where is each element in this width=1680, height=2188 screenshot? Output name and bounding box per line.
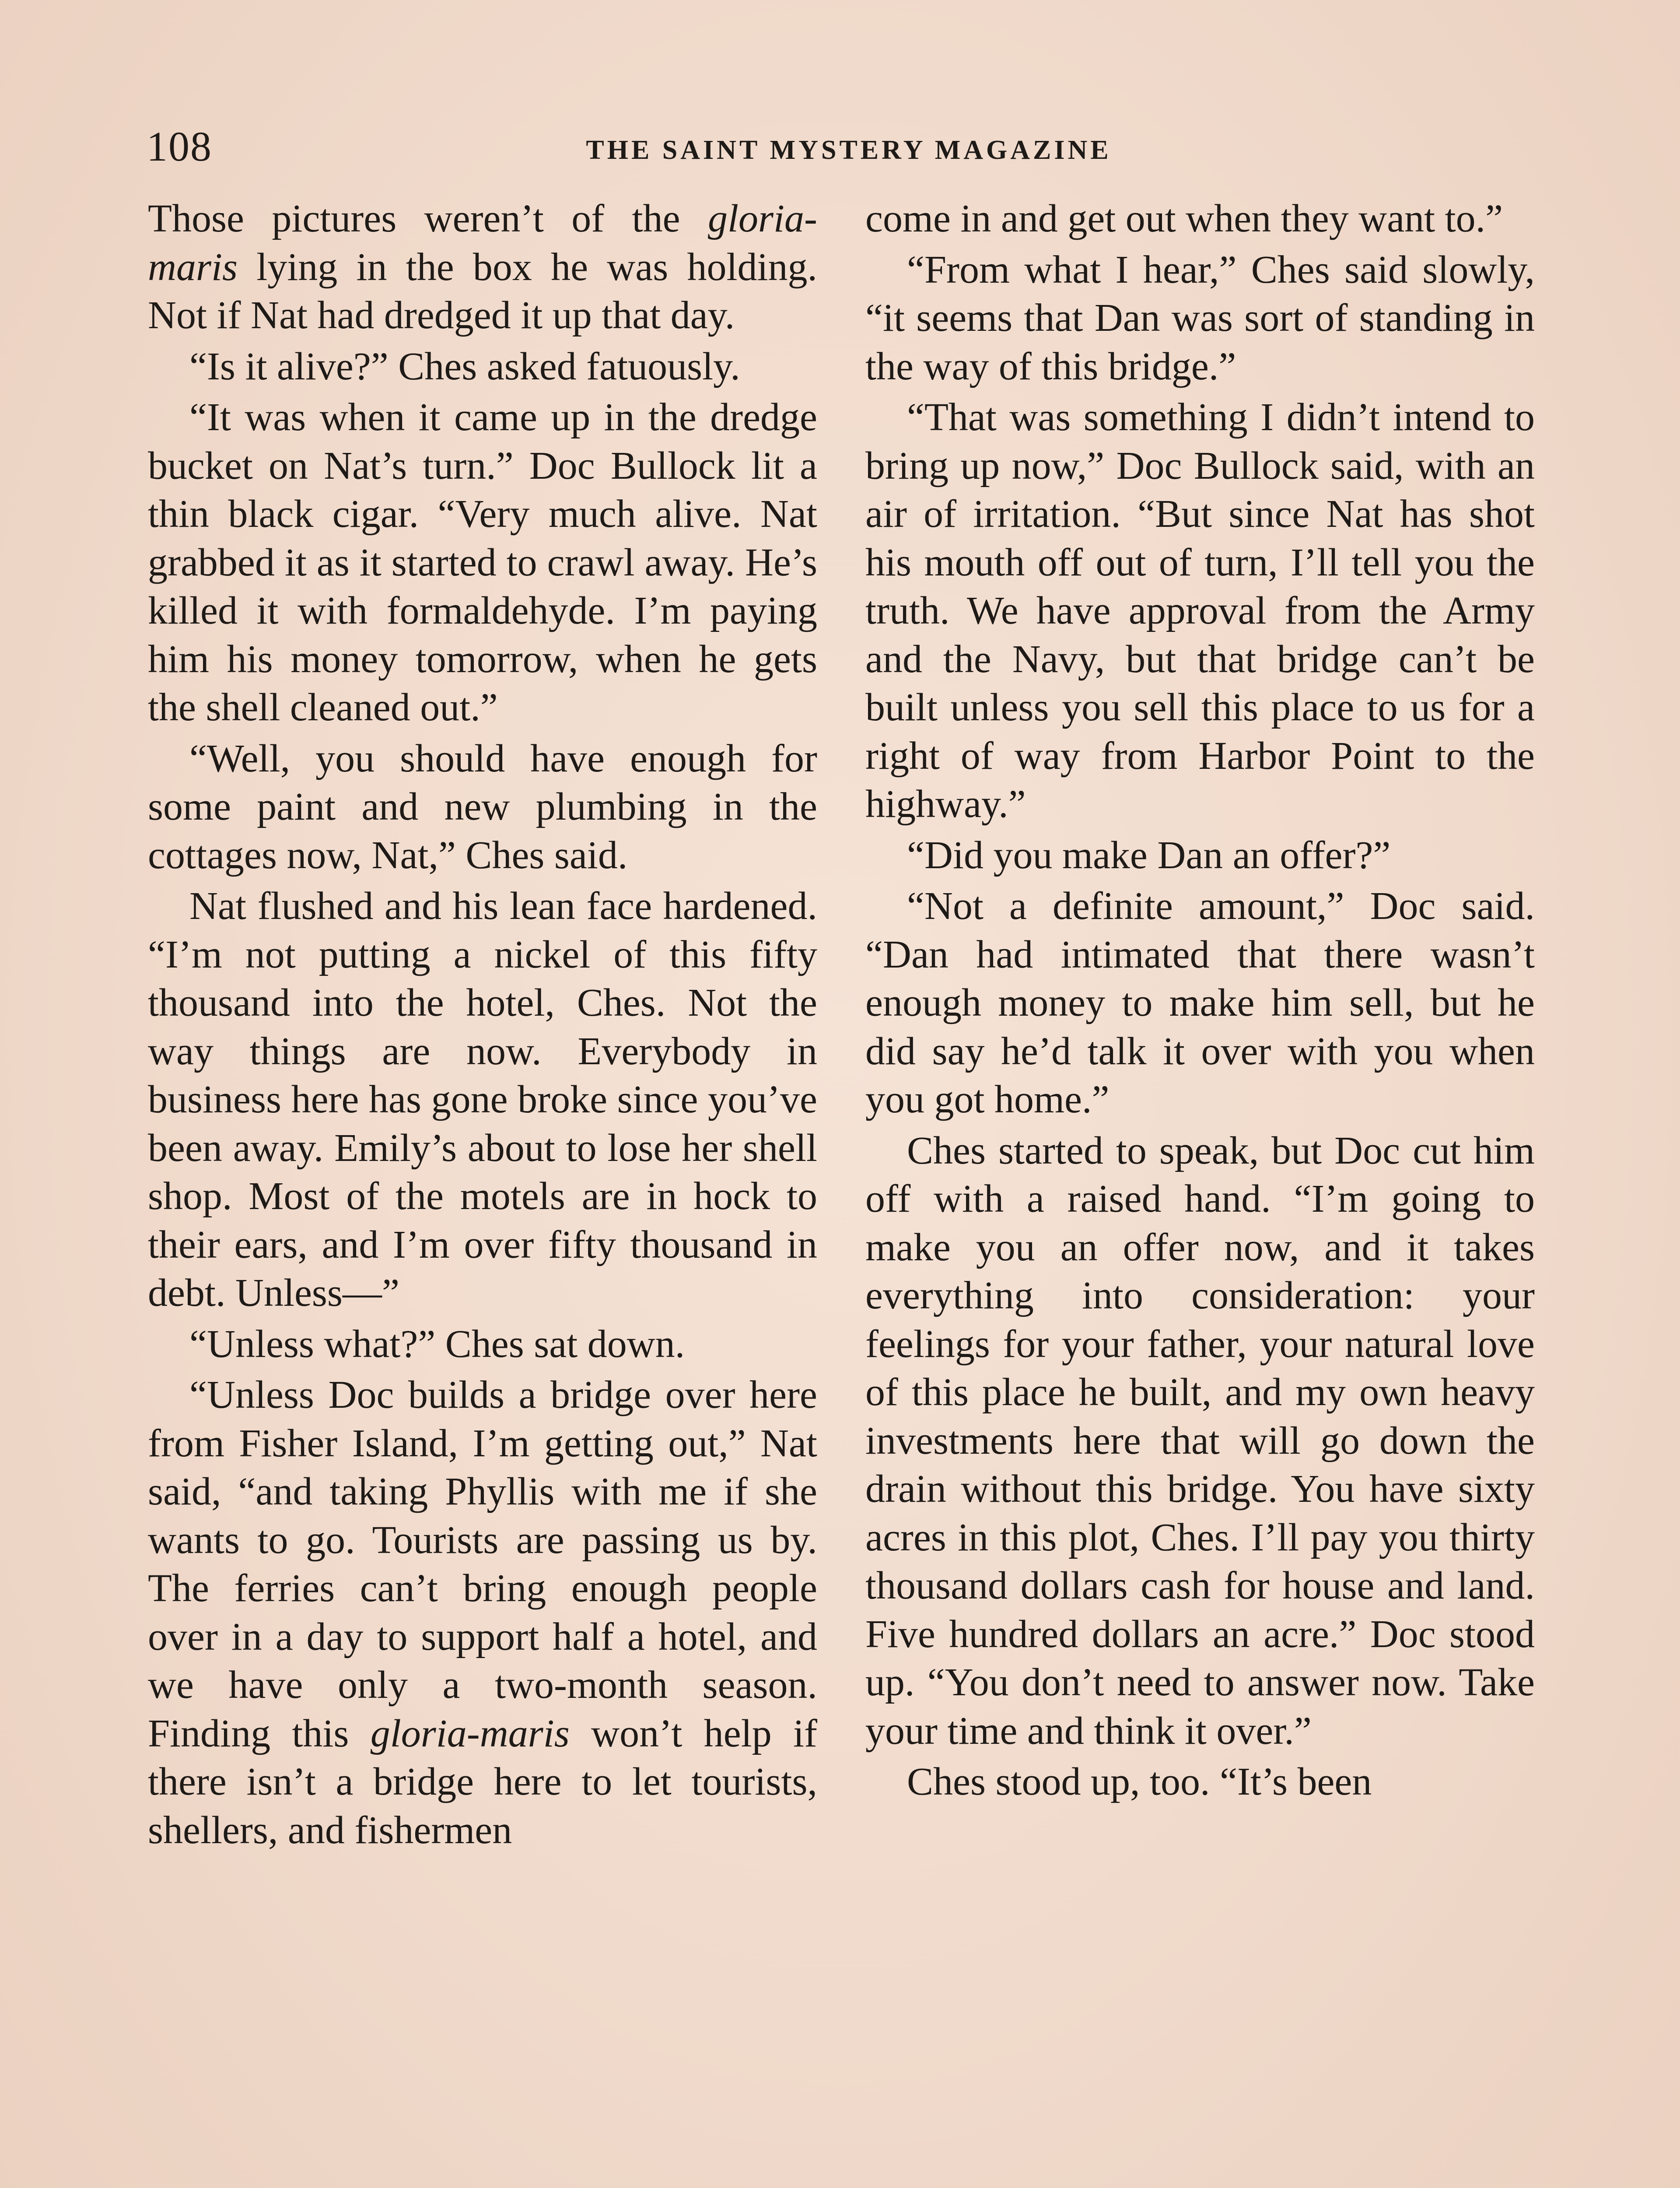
page-number: 108	[147, 123, 212, 170]
paragraph: Those pictures weren’t of the gloria-maris lying in the box he was holding. Not if Nat had dredged it up that day.	[148, 197, 817, 337]
paragraph: “Did you make Dan an offer?”	[907, 833, 1391, 877]
paragraph: “Unless what?” Ches sat down.	[189, 1322, 685, 1366]
paragraph: “It was when it came up in the dredge bucket on Nat’s turn.” Doc Bullock lit a thin black cigar. “Very much alive. Nat grabbed it as it started to crawl away. He’s killed it with formaldehyde. I’m paying him his money tomorrow, when he gets the shell cleaned out.”	[148, 396, 817, 729]
paragraph: Nat flushed and his lean face hardened. “I’m not putting a nickel of this fifty thousand into the hotel, Ches. Not the way things are now. Everybody in business here has gone broke since you’ve been away. Emily’s about to lose her shell shop. Most of the motels are in hock to their ears, and I’m over fifty thousand in debt. Unless—”	[148, 884, 817, 1315]
page-header	[147, 118, 1551, 175]
paragraph: Ches started to speak, but Doc cut him off with a raised hand. “I’m going to make you an offer now, and it takes everything into consideration: your feelings for your father, your natural love of this place he built, and my own heavy investments here that will go down the drain without this bridge. You have sixty acres in this plot, Ches. I’ll pay you thirty thousand dollars cash for house and land. Five hundred dollars an acre.” Doc stood up. “You don’t need to answer now. Take your time and think it over.”	[865, 1129, 1535, 1753]
paragraph: “From what I hear,” Ches said slowly, “it seems that Dan was sort of standing in the way of this bridge.”	[865, 248, 1535, 388]
paragraph: come in and get out when they want to.”	[865, 197, 1503, 240]
paragraph: “Is it alive?” Ches asked fatuously.	[189, 344, 740, 388]
paragraph: “That was something I didn’t intend to bring up now,” Doc Bullock said, with an air of irritation. “But since Nat has shot his mouth off out of turn, I’ll tell you the truth. We have approval from the Army and the Navy, but that bridge can’t be built unless you sell this place to us for a right of way from Harbor Point to the highway.”	[865, 396, 1535, 826]
right-column	[865, 195, 1535, 1809]
paragraph: “Well, you should have enough for some paint and new plumbing in the cottages now, Nat,” Ches said.	[148, 736, 817, 877]
left-column	[148, 195, 817, 1857]
running-title: THE SAINT MYSTERY MAGAZINE	[586, 135, 1112, 165]
paragraph: “Not a definite amount,” Doc said. “Dan had intimated that there wasn’t enough money to make him sell, but he did say he’d talk it over with you when you got home.”	[865, 884, 1535, 1121]
paragraph: Ches stood up, too. “It’s been	[907, 1760, 1372, 1803]
paragraph: “Unless Doc builds a bridge over here from Fisher Island, I’m getting out,” Nat said, “and taking Phyllis with me if she wants to go. Tourists are passing us by. The ferries can’t bring enough people over in a day to support half a hotel, and we have only a two-month season. Finding this gloria-maris won’t help if there isn’t a bridge here to let tourists, shellers, and fishermen	[148, 1373, 817, 1852]
